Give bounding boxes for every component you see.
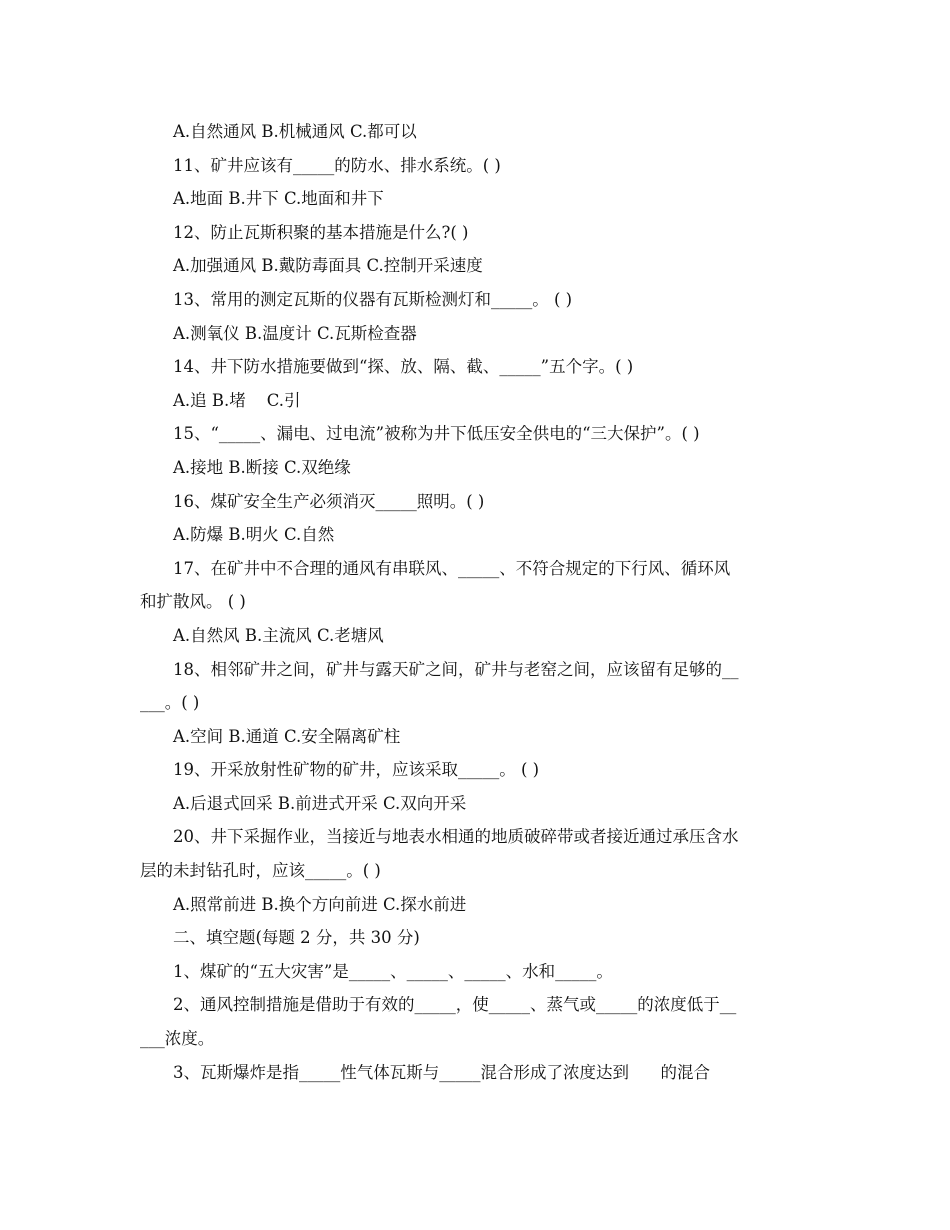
question-20: 20、井下采掘作业，当接近与地表水相通的地质破碎带或者接近通过承压含水 <box>173 827 739 847</box>
question-19: 19、开采放射性矿物的矿井，应该采取_____。 ( ) <box>173 760 540 780</box>
options-20: A.照常前进 B.换个方向前进 C.探水前进 <box>173 894 467 914</box>
options-18: A.空间 B.通道 C.安全隔离矿柱 <box>173 726 401 746</box>
options-13: A.测氧仪 B.温度计 C.瓦斯检查器 <box>173 323 417 343</box>
fill-question-2-continued: ___浓度。 <box>140 1029 215 1049</box>
fill-question-1: 1、煤矿的“五大灾害”是_____、_____、_____、水和_____。 <box>173 961 613 981</box>
options-16: A.防爆 B.明火 C.自然 <box>173 525 335 545</box>
question-18: 18、相邻矿井之间，矿井与露天矿之间，矿井与老窑之间，应该留有足够的__ <box>173 659 739 679</box>
options-14: A.追 B.堵 C.引 <box>173 390 301 410</box>
fill-question-2: 2、通风控制措施是借助于有效的_____，使_____、蒸气或_____的浓度低于__ <box>173 995 737 1015</box>
question-11: 11、矿井应该有_____的防水、排水系统。( ) <box>173 155 501 175</box>
options-12: A.加强通风 B.戴防毒面具 C.控制开采速度 <box>173 256 483 276</box>
question-20-continued: 层的未封钻孔时，应该_____。( ) <box>140 861 381 881</box>
question-12: 12、防止瓦斯积聚的基本措施是什么?( ) <box>173 222 469 242</box>
options-11: A.地面 B.井下 C.地面和井下 <box>173 189 384 209</box>
question-14: 14、井下防水措施要做到“探、放、隔、截、_____”五个字。( ) <box>173 357 634 377</box>
options-15: A.接地 B.断接 C.双绝缘 <box>173 457 351 477</box>
question-15: 15、“_____、漏电、过电流”被称为井下低压安全供电的“三大保护”。( ) <box>173 424 700 444</box>
options-17: A.自然风 B.主流风 C.老塘风 <box>173 625 384 645</box>
question-17: 17、在矿井中不合理的通风有串联风、_____、不符合规定的下行风、循环风 <box>173 558 731 578</box>
fill-question-3: 3、瓦斯爆炸是指_____性气体瓦斯与_____混合形成了浓度达到 的混合 <box>173 1062 710 1082</box>
question-16: 16、煤矿安全生产必须消灭_____照明。( ) <box>173 491 485 511</box>
question-18-continued: ___。( ) <box>140 693 200 713</box>
document-body <box>140 115 812 1089</box>
text-line: A.自然通风 B.机械通风 C.都可以 <box>173 122 417 141</box>
section-heading-fill-in: 二、填空题(每题 2 分，共 30 分) <box>173 928 420 948</box>
question-13: 13、常用的测定瓦斯的仪器有瓦斯检测灯和_____。 ( ) <box>173 289 573 309</box>
options-19: A.后退式回采 B.前进式开采 C.双向开采 <box>173 793 467 813</box>
question-17-continued: 和扩散风。 ( ) <box>140 592 246 612</box>
